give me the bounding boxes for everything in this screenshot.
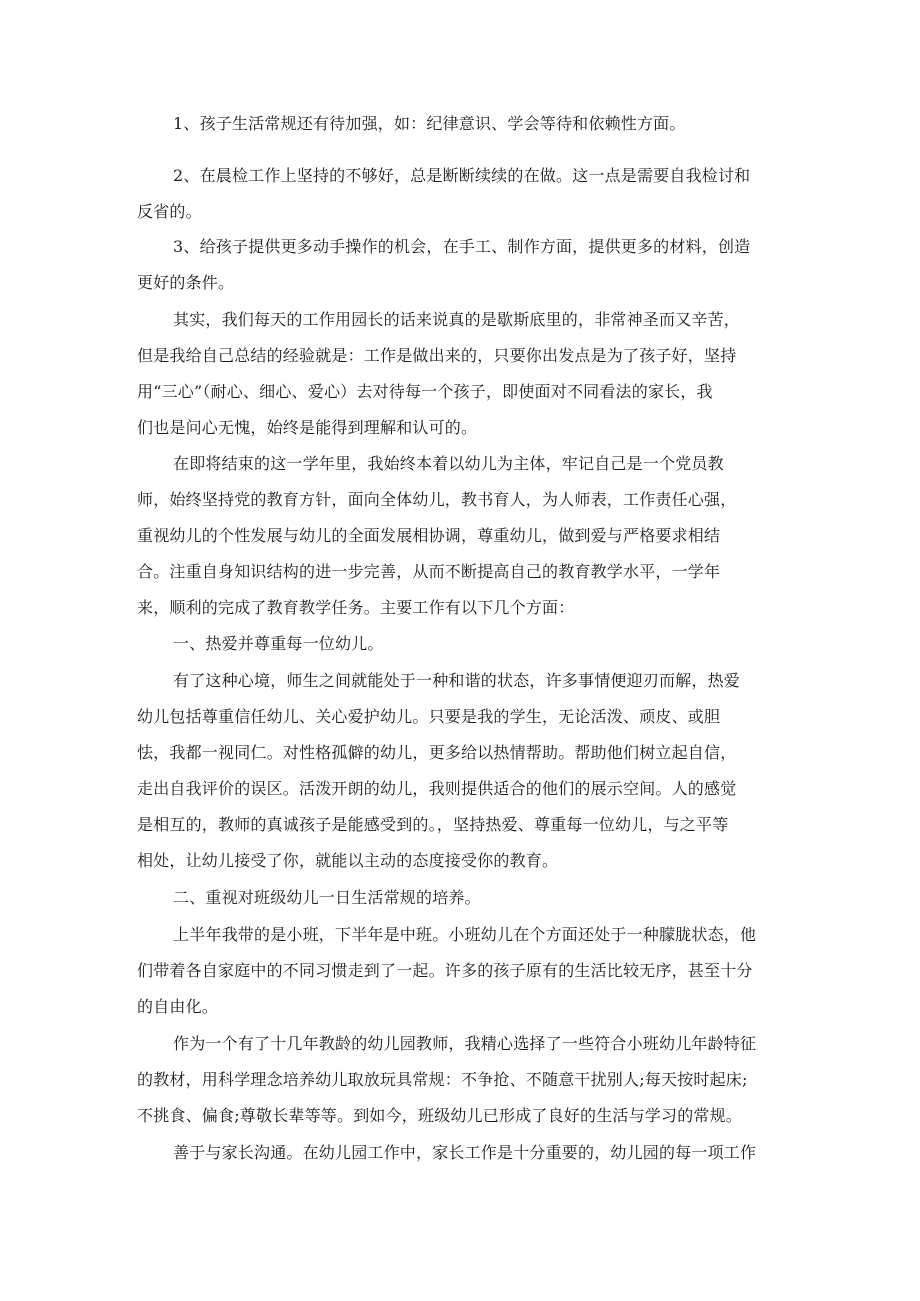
text-line: 们也是问心无愧，始终是能得到理解和认可的。 [137,418,478,437]
text-line: 不挑食、偏食;尊敬长辈等等。到如今，班级幼儿已形成了良好的生活与学习的常规。 [137,1106,742,1125]
text-line: 师，始终坚持党的教育方针，面向全体幼儿，教书育人，为人师表，工作责任心强， [137,490,737,509]
section-heading: 二、重视对班级幼儿一日生活常规的培养。 [173,888,481,907]
text-line: 们带着各自家庭中的不同习惯走到了一起。许多的孩子原有的生活比较无序，甚至十分 [137,961,753,980]
text-line: 用“三心”（耐心、细心、爱心）去对待每一个孩子，即使面对不同看法的家长，我 [137,382,713,401]
text-line: 其实，我们每天的工作用园长的话来说真的是歇斯底里的，非常神圣而又辛苦， [173,310,741,329]
text-line: 来，顺利的完成了教育教学任务。主要工作有以下几个方面： [137,598,575,617]
text-line: 2、在晨检工作上坚持的不够好，总是断断续续的在做。这一点是需要自我检讨和 [173,166,751,185]
text-line: 合。注重自身知识结构的进一步完善，从而不断提高自己的教育教学水平，一学年 [137,562,721,581]
text-line: 是相互的，教师的真诚孩子是能感受到的。，坚持热爱、尊重每一位幼儿，与之平等 [137,815,729,834]
text-line: 的教材，用科学理念培养幼儿取放玩具常规：不争抢、不随意干扰别人;每天按时起床; [137,1070,748,1089]
text-line: 怯，我都一视同仁。对性格孤僻的幼儿，更多给以热情帮助。帮助他们树立起自信， [137,743,737,762]
text-line: 反省的。 [137,202,202,221]
text-line: 幼儿包括尊重信任幼儿、关心爱护幼儿。只要是我的学生，无论活泼、顽皮、或胆 [137,707,721,726]
text-line: 但是我给自己总结的经验就是：工作是做出来的，只要你出发点是为了孩子好，坚持 [137,346,737,365]
text-line: 的自由化。 [137,997,219,1016]
text-line: 作为一个有了十几年教龄的幼儿园教师，我精心选择了一些符合小班幼儿年龄特征 [173,1034,757,1053]
section-heading: 一、热爱并尊重每一位幼儿。 [173,634,384,653]
text-line: 走出自我评价的误区。活泼开朗的幼儿，我则提供适合的他们的展示空间。人的感觉 [137,779,737,798]
text-line: 3、给孩子提供更多动手操作的机会，在手工、制作方面，提供更多的材料，创造 [173,237,751,256]
text-line: 相处，让幼儿接受了你，就能以主动的态度接受你的教育。 [137,851,559,870]
text-line: 1、孩子生活常规还有待加强，如：纪律意识、学会等待和依赖性方面。 [173,114,686,133]
text-line: 有了这种心境，师生之间就能处于一种和谐的状态，许多事情便迎刃而解，热爱 [173,671,741,690]
text-line: 在即将结束的这一学年里，我始终本着以幼儿为主体，牢记自己是一个党员教 [173,454,724,473]
text-line: 善于与家长沟通。在幼儿园工作中，家长工作是十分重要的，幼儿园的每一项工作 [173,1143,757,1162]
text-line: 更好的条件。 [137,273,235,292]
text-line: 上半年我带的是小班，下半年是中班。小班幼儿在个方面还处于一种朦胧状态，他 [173,925,757,944]
text-line: 重视幼儿的个性发展与幼儿的全面发展相协调，尊重幼儿，做到爱与严格要求相结 [137,526,721,545]
